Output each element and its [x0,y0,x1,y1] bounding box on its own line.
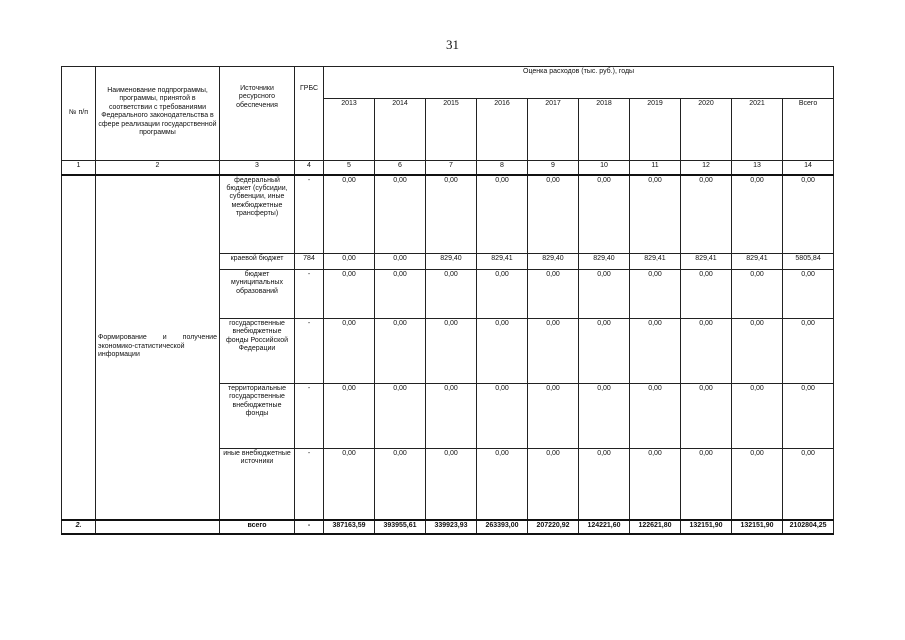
source-label: государственные внебюджетные фонды Российской Федерации [220,319,295,384]
header-col-sources: Источники ресурсного обеспечения [220,67,295,161]
grbs-value: - [295,175,324,254]
value-cell: 0,00 [477,175,528,254]
year-header: 2019 [630,99,681,161]
column-number: 8 [477,161,528,175]
source-label: бюджет муниципальных образований [220,270,295,319]
value-cell: 0,00 [732,270,783,319]
total-row-number: 2. [62,520,96,534]
total-value-cell: 2102804,25 [783,520,834,534]
header-col-estimate: Оценка расходов (тыс. руб.), годы [324,67,834,99]
year-header: 2020 [681,99,732,161]
value-cell: 0,00 [579,449,630,520]
total-value-cell: 387163,59 [324,520,375,534]
column-number: 5 [324,161,375,175]
value-cell: 829,41 [681,254,732,270]
source-label: территориальные государственные внебюджетные фонды [220,384,295,449]
column-number: 11 [630,161,681,175]
value-cell: 0,00 [375,319,426,384]
value-cell: 0,00 [324,254,375,270]
value-cell: 0,00 [375,175,426,254]
column-number: 9 [528,161,579,175]
value-cell: 0,00 [630,384,681,449]
value-cell: 0,00 [375,384,426,449]
total-row-name-cell [96,520,220,534]
value-cell: 0,00 [375,254,426,270]
value-cell: 0,00 [783,449,834,520]
value-cell: 0,00 [783,319,834,384]
value-cell: 0,00 [681,270,732,319]
expenditure-table [61,66,834,535]
year-header: 2021 [732,99,783,161]
value-cell: 0,00 [375,270,426,319]
total-value-cell: 339923,93 [426,520,477,534]
source-label: федеральный бюджет (субсидии, субвенции, иные межбюджетные трансферты) [220,175,295,254]
value-cell: 0,00 [477,270,528,319]
value-cell: 0,00 [579,384,630,449]
row-number-cell [62,175,96,520]
column-number: 2 [96,161,220,175]
total-value-cell: 263393,00 [477,520,528,534]
source-label: краевой бюджет [220,254,295,270]
value-cell: 829,40 [528,254,579,270]
value-cell: 0,00 [732,175,783,254]
year-header: 2014 [375,99,426,161]
value-cell: 829,41 [477,254,528,270]
value-cell: 0,00 [528,319,579,384]
table-row [62,175,834,254]
header-col-num: № п/п [62,67,96,161]
value-cell: 829,41 [630,254,681,270]
value-cell: 829,40 [579,254,630,270]
year-header: 2018 [579,99,630,161]
value-cell: 0,00 [528,384,579,449]
value-cell: 0,00 [426,449,477,520]
value-cell: 5805,84 [783,254,834,270]
value-cell: 0,00 [426,175,477,254]
value-cell: 0,00 [630,319,681,384]
grbs-value: - [295,270,324,319]
header-col-grbs: ГРБС [295,67,324,161]
value-cell: 0,00 [426,384,477,449]
value-cell: 0,00 [579,270,630,319]
column-number: 13 [732,161,783,175]
value-cell: 0,00 [579,175,630,254]
value-cell: 0,00 [477,449,528,520]
value-cell: 0,00 [732,384,783,449]
total-value-cell: 132151,90 [681,520,732,534]
source-label: иные внебюджетные источники [220,449,295,520]
total-row [62,520,834,534]
value-cell: 0,00 [426,319,477,384]
column-number: 7 [426,161,477,175]
value-cell: 0,00 [477,319,528,384]
year-header: 2016 [477,99,528,161]
value-cell: 0,00 [324,175,375,254]
value-cell: 0,00 [681,319,732,384]
value-cell: 0,00 [681,175,732,254]
column-number: 4 [295,161,324,175]
total-value-cell: 207220,92 [528,520,579,534]
year-header: Всего [783,99,834,161]
value-cell: 0,00 [426,270,477,319]
grbs-value: - [295,449,324,520]
column-number: 12 [681,161,732,175]
value-cell: 0,00 [528,175,579,254]
total-value-cell: 122621,80 [630,520,681,534]
column-number: 1 [62,161,96,175]
total-value-cell: 132151,90 [732,520,783,534]
value-cell: 829,41 [732,254,783,270]
value-cell: 0,00 [324,319,375,384]
grbs-value: 784 [295,254,324,270]
value-cell: 0,00 [783,384,834,449]
column-number-row [62,161,834,175]
year-header: 2015 [426,99,477,161]
value-cell: 0,00 [783,175,834,254]
value-cell: 0,00 [324,449,375,520]
value-cell: 0,00 [528,449,579,520]
column-number: 6 [375,161,426,175]
header-col-name: Наименование подпрограммы, программы, принятой в соответствии с требованиями Федерального законодательства в сфере реализации государственной программы [96,67,220,161]
grbs-value: - [295,384,324,449]
year-header: 2013 [324,99,375,161]
total-value-cell: 393955,61 [375,520,426,534]
column-number: 10 [579,161,630,175]
value-cell: 0,00 [681,384,732,449]
value-cell: 0,00 [579,319,630,384]
value-cell: 0,00 [477,384,528,449]
value-cell: 0,00 [630,270,681,319]
total-source-label: всего [220,520,295,534]
value-cell: 0,00 [783,270,834,319]
value-cell: 0,00 [630,449,681,520]
value-cell: 0,00 [630,175,681,254]
total-value-cell: 124221,60 [579,520,630,534]
program-name: Формирование и получение экономико-статистической информации [96,175,220,520]
value-cell: 0,00 [324,270,375,319]
total-grbs-value: - [295,520,324,534]
value-cell: 0,00 [732,319,783,384]
value-cell: 0,00 [324,384,375,449]
value-cell: 0,00 [681,449,732,520]
page-number: 31 [446,37,459,52]
column-number: 14 [783,161,834,175]
year-header: 2017 [528,99,579,161]
column-number: 3 [220,161,295,175]
value-cell: 0,00 [375,449,426,520]
value-cell: 0,00 [528,270,579,319]
value-cell: 829,40 [426,254,477,270]
value-cell: 0,00 [732,449,783,520]
grbs-value: - [295,319,324,384]
